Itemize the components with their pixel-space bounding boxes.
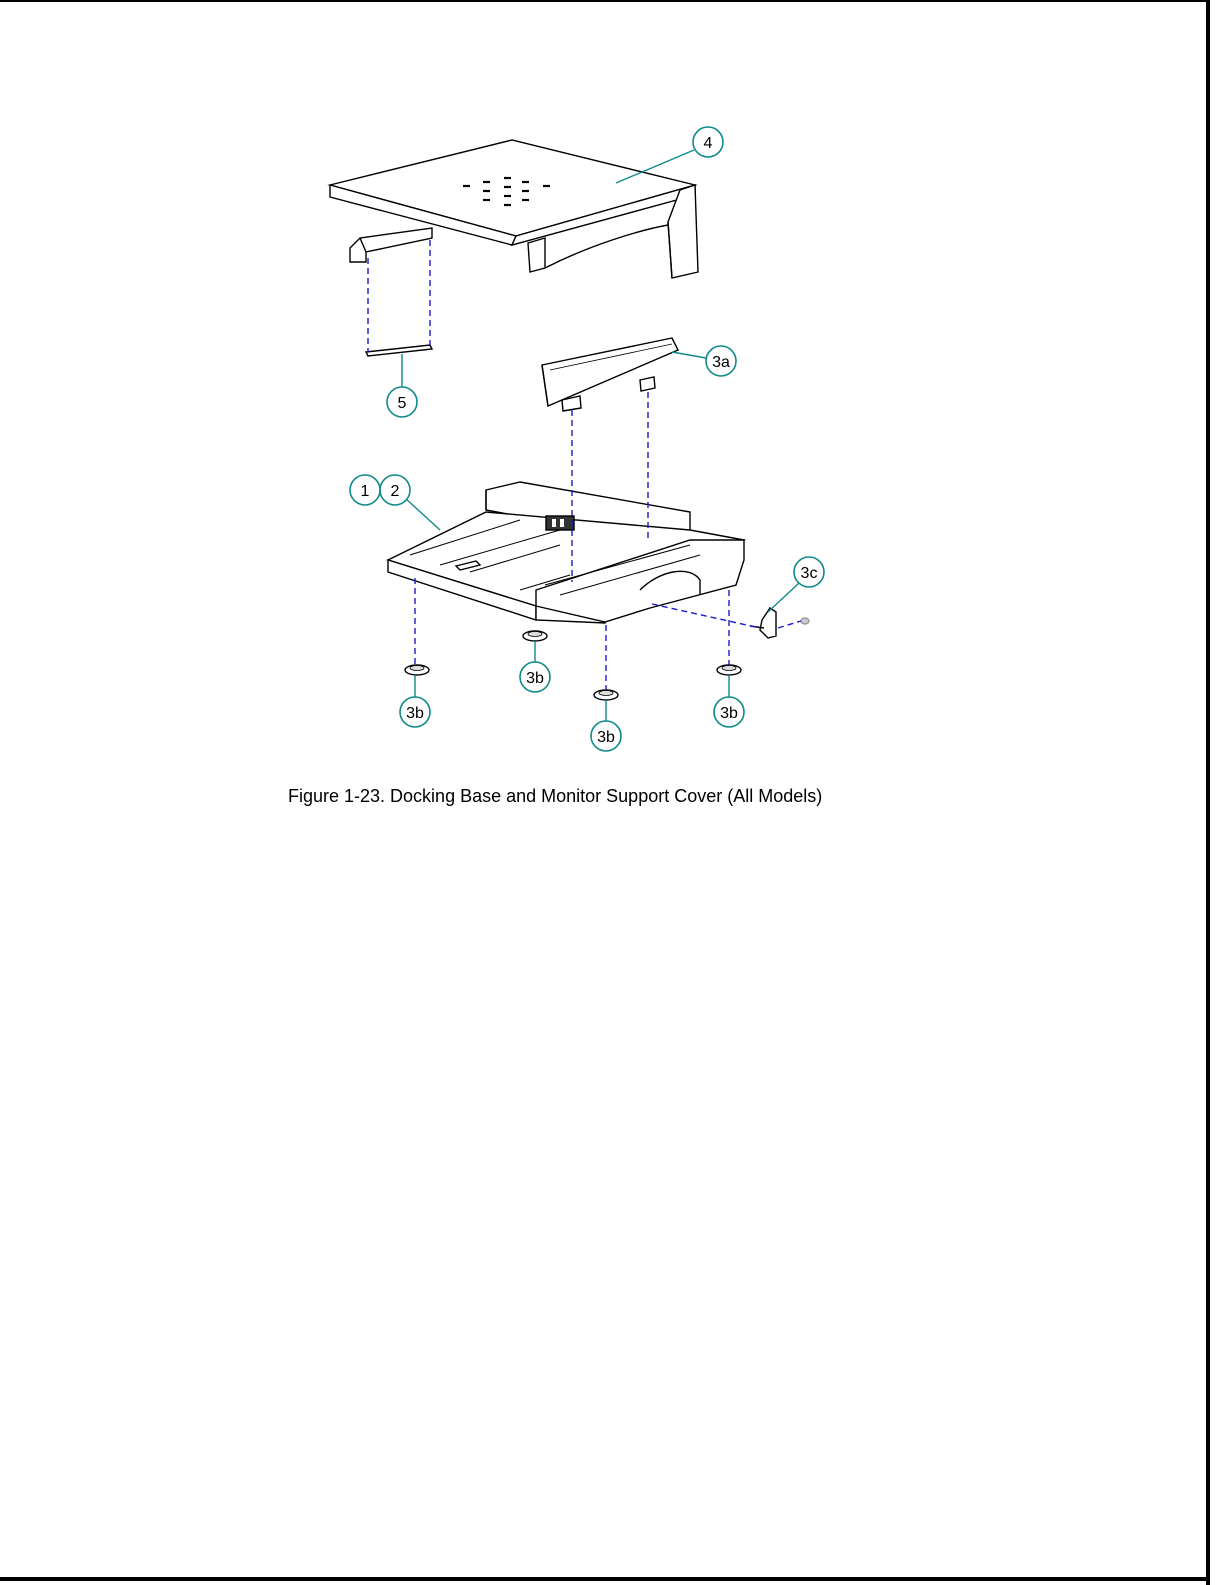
svg-text:3b: 3b	[406, 705, 424, 722]
callout-3b-bottom	[591, 721, 621, 751]
svg-text:4: 4	[703, 135, 713, 152]
callout-3c	[794, 557, 824, 587]
callout-3b-right	[714, 697, 744, 727]
part-3c-latch	[750, 608, 809, 638]
monitor-support-cover	[330, 140, 698, 278]
callout-3b-left	[400, 697, 430, 727]
docking-base	[388, 482, 744, 623]
svg-text:5: 5	[397, 395, 407, 412]
svg-text:1: 1	[360, 483, 370, 500]
part-5-strip	[366, 345, 432, 356]
svg-text:3b: 3b	[720, 705, 738, 722]
svg-text:3a: 3a	[712, 354, 730, 371]
callout-3a	[706, 346, 736, 376]
callout-1	[350, 475, 380, 505]
svg-text:3b: 3b	[526, 670, 544, 687]
part-3a-bracket	[542, 338, 678, 411]
callout-leaders	[402, 150, 799, 722]
part-3b-feet	[405, 631, 741, 700]
callout-5	[387, 387, 417, 417]
callout-2	[380, 475, 410, 505]
svg-text:2: 2	[390, 483, 400, 500]
bottom-rule	[0, 1577, 1210, 1581]
svg-text:3b: 3b	[597, 729, 615, 746]
figure-caption: Figure 1-23. Docking Base and Monitor Support Cover (All Models)	[288, 786, 823, 806]
exploded-parts-diagram	[0, 0, 1210, 780]
svg-text:3c: 3c	[800, 565, 818, 582]
callout-4	[693, 127, 723, 157]
callout-3b-center	[520, 662, 550, 692]
